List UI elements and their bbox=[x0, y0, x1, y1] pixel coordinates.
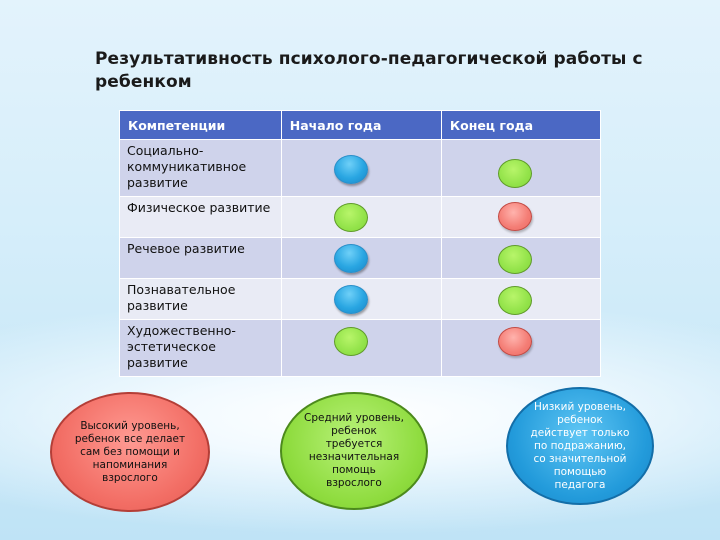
start-level-marker bbox=[334, 327, 368, 356]
end-cell bbox=[441, 279, 600, 320]
legend-low-level bbox=[506, 387, 654, 505]
row-label: Социально-коммуникативное развитие bbox=[120, 140, 282, 197]
start-level-marker bbox=[334, 244, 368, 273]
start-cell bbox=[281, 238, 441, 279]
page-title: Результативность психолого-педагогической работы с ребенком bbox=[95, 49, 643, 92]
table-row bbox=[120, 197, 601, 238]
end-level-marker bbox=[498, 286, 532, 315]
legend-medium-text: Средний уровень, ребенок требуется незначительная помощь взрослого bbox=[304, 412, 404, 489]
column-header-end: Конец года bbox=[441, 111, 600, 140]
table-header-row bbox=[120, 111, 601, 140]
end-level-marker bbox=[498, 245, 532, 274]
start-cell bbox=[281, 279, 441, 320]
start-cell bbox=[281, 320, 441, 377]
end-cell bbox=[441, 197, 600, 238]
end-cell bbox=[441, 238, 600, 279]
column-header-start: Начало года bbox=[281, 111, 441, 140]
table-row bbox=[120, 320, 601, 377]
end-level-marker bbox=[498, 159, 532, 188]
start-level-marker bbox=[334, 285, 368, 314]
competence-table bbox=[119, 110, 601, 377]
row-label: Художественно-эстетическое развитие bbox=[120, 320, 282, 377]
legend-low-text: Низкий уровень, ребенок действует только по подражанию, со значительной помощью педагога bbox=[530, 400, 630, 491]
start-cell bbox=[281, 197, 441, 238]
end-cell bbox=[441, 140, 600, 197]
start-level-marker bbox=[334, 203, 368, 232]
legend-medium-level bbox=[280, 392, 428, 510]
table-row bbox=[120, 140, 601, 197]
column-header-competence: Компетенции bbox=[120, 111, 282, 140]
start-cell bbox=[281, 140, 441, 197]
row-label: Познавательное развитие bbox=[120, 279, 282, 320]
legend-high-level bbox=[50, 392, 210, 512]
end-level-marker bbox=[498, 327, 532, 356]
row-label: Физическое развитие bbox=[120, 197, 282, 238]
row-label: Речевое развитие bbox=[120, 238, 282, 279]
legend-high-text: Высокий уровень, ребенок все делает сам без помощи и напоминания взрослого bbox=[74, 419, 186, 484]
end-cell bbox=[441, 320, 600, 377]
table-row bbox=[120, 279, 601, 320]
end-level-marker bbox=[498, 202, 532, 231]
start-level-marker bbox=[334, 155, 368, 184]
table-row bbox=[120, 238, 601, 279]
